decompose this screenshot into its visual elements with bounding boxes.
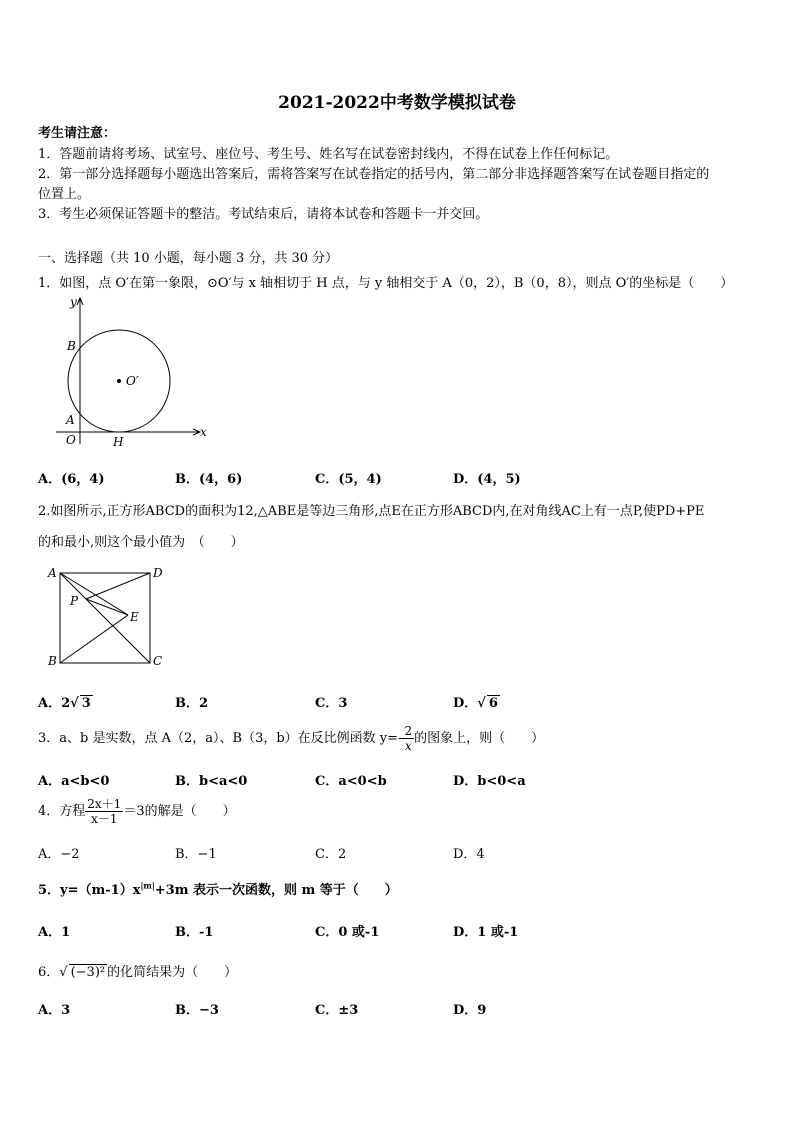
q2-segment-pd (86, 573, 150, 599)
q5-option-b: B．-1 (175, 925, 214, 940)
q3-stem: 3．a、b 是实数，点 A（2，a）、B（3，b）在反比例函数 y=- $\frac{2}{x}$ 的图象上，则（ ） (38, 724, 545, 753)
q2-label-D: D (153, 566, 163, 580)
q5-option-a: A．1 (38, 925, 71, 940)
q2-label-A: A (48, 566, 57, 580)
q2-option-d-radical: 6 (488, 696, 498, 711)
q6-option-d: D．9 (453, 1003, 487, 1018)
q2-option-b: B．2 (175, 696, 209, 711)
page-title: 2021-2022中考数学模拟试卷 (278, 93, 516, 113)
notice-line-1: 1．答题前请将考场、试室号、座位号、考生号、姓名写在试卷密封线内，不得在试卷上作任何标记。 (38, 147, 619, 162)
q3-fraction: $\frac{2}{x}$ (404, 724, 413, 753)
q1-label-x: x (200, 425, 207, 439)
q6-option-b: B．−3 (175, 1003, 219, 1018)
notice-heading: 考生请注意： (38, 126, 117, 141)
q6-radical: (−3)² (70, 965, 106, 980)
q2-stem-line-2: 的和最小,则这个最小值为 （ ） (38, 535, 244, 550)
q2-segment-be (60, 615, 128, 663)
section-heading: 一、选择题（共 10 小题，每小题 3 分，共 30 分） (38, 251, 339, 266)
q2-option-d: D．√ 6 (453, 696, 498, 711)
q1-option-b: B．(4，6) (175, 472, 243, 487)
q1-figure (50, 292, 220, 452)
q2-label-P: P (70, 594, 79, 608)
notice-line-2a: 2．第一部分选择题每小题选出答案后，需将答案写在试卷指定的括号内，第二部分非选择题答案写在试卷题目指定的 (38, 167, 710, 182)
q1-option-a: A．(6，4) (38, 472, 105, 487)
notice-line-2b: 位置上。 (38, 187, 91, 202)
q2-figure (40, 563, 170, 673)
q1-label-B: B (67, 339, 76, 353)
q1-stem: 1．如图，点 O′在第一象限，⊙O′与 x 轴相切于 H 点，与 y 轴相交于 A（0，2），B（0，8），则点 O′的坐标是（ ） (38, 276, 734, 291)
q1-option-d: D．(4，5) (453, 472, 521, 487)
q4-option-b: B．−1 (175, 847, 217, 862)
q4-stem: 4．方程 $\frac{2x+1}{x-1}$ ＝3的解是（ ） (38, 797, 236, 826)
q1-center-dot (117, 379, 121, 383)
q1-label-H: H (113, 435, 124, 449)
q2-label-E: E (130, 610, 139, 624)
q2-stem-line-1: 2.如图所示,正方形ABCD的面积为12,△ABE是等边三角形,点E在正方形ABCD内,在对角线AC上有一点P,使PD+PE (38, 504, 705, 519)
q5-stem: 5．$y=(m-1)x^{|m|}+3m$ 表示一次函数，则 m 等于（ ） (38, 880, 398, 898)
q1-label-y: y (70, 295, 77, 309)
q2-label-B: B (48, 654, 57, 668)
q4-option-c: C．2 (315, 847, 347, 862)
notice-line-3: 3．考生必须保证答题卡的整洁。考试结束后，请将本试卷和答题卡一并交回。 (38, 207, 489, 222)
q4-fraction: $\frac{2x+1}{x-1}$ (87, 797, 122, 826)
q5-option-d: D．1 或-1 (453, 925, 519, 940)
q3-option-b: B．b<a<0 (175, 774, 248, 789)
q6-option-c: C．±3 (315, 1003, 359, 1018)
q6-stem: 6．√ (−3)² 的化简结果为（ ） (38, 965, 238, 980)
q5-option-c: C．0 或-1 (315, 925, 380, 940)
q3-option-d: D．b<0<a (453, 774, 526, 789)
q1-label-O: O (66, 433, 76, 447)
q3-option-a: A．a<b<0 (38, 774, 110, 789)
q1-label-A: A (66, 413, 75, 427)
q2-segment-pe (86, 599, 128, 615)
q4-option-d: D．4 (453, 847, 485, 862)
q1-option-c: C．(5，4) (315, 472, 382, 487)
q2-option-a-radical: 3 (81, 696, 91, 711)
q6-option-a: A．3 (38, 1003, 71, 1018)
q4-option-a: A．−2 (38, 847, 80, 862)
q2-option-c: C．3 (315, 696, 348, 711)
q1-label-Oprime: O′ (126, 374, 139, 388)
q2-option-a: A．2√ 3 (38, 696, 91, 711)
q3-option-c: C．a<0<b (315, 774, 387, 789)
q2-label-C: C (153, 654, 163, 668)
